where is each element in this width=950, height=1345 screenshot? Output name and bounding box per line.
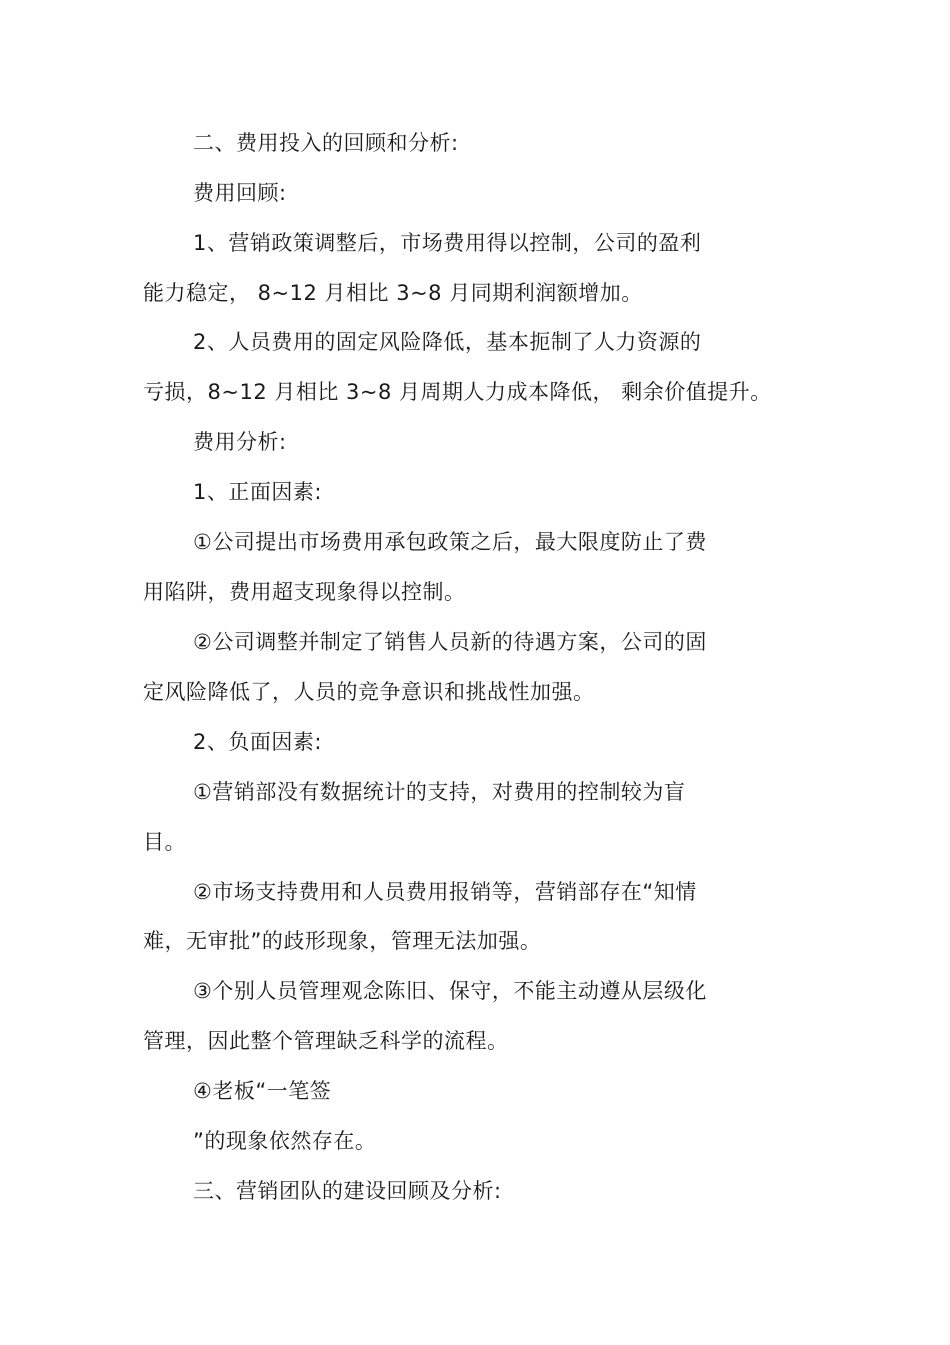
paragraph-line: 亏损，8~12 月相比 3~8 月周期人力成本降低， 剩余价值提升。 xyxy=(143,380,772,404)
subheading-positive-factors: 1、正面因素: xyxy=(193,480,322,504)
paragraph-line: ②市场支持费用和人员费用报销等，营销部存在“知情 xyxy=(193,880,697,904)
paragraph-line: ”的现象依然存在。 xyxy=(193,1129,377,1153)
paragraph-line: 1、营销政策调整后，市场费用得以控制，公司的盈利 xyxy=(193,231,702,255)
paragraph-line: 2、人员费用的固定风险降低，基本扼制了人力资源的 xyxy=(193,330,702,354)
paragraph-line: ④老板“一笔签 xyxy=(193,1079,332,1103)
paragraph-line: ①公司提出市场费用承包政策之后，最大限度防止了费 xyxy=(193,530,707,554)
paragraph-line: 用陷阱，费用超支现象得以控制。 xyxy=(143,580,466,604)
paragraph-line: ②公司调整并制定了销售人员新的待遇方案，公司的固 xyxy=(193,630,707,654)
paragraph-line: 目。 xyxy=(143,830,186,854)
subheading-expense-analysis: 费用分析: xyxy=(193,430,287,454)
paragraph-line: ③个别人员管理观念陈旧、保守，不能主动遵从层级化 xyxy=(193,979,707,1003)
subheading-negative-factors: 2、负面因素: xyxy=(193,730,322,754)
section-heading-expense-review: 二、费用投入的回顾和分析: xyxy=(193,131,459,155)
paragraph-line: 难，无审批”的歧形现象，管理无法加强。 xyxy=(143,929,542,953)
paragraph-line: 能力稳定， 8~12 月相比 3~8 月同期利润额增加。 xyxy=(143,281,643,305)
paragraph-line: ①营销部没有数据统计的支持，对费用的控制较为盲 xyxy=(193,780,686,804)
paragraph-line: 管理，因此整个管理缺乏科学的流程。 xyxy=(143,1029,509,1053)
subheading-expense-review: 费用回顾: xyxy=(193,181,287,205)
section-heading-team-review: 三、营销团队的建设回顾及分析: xyxy=(193,1179,502,1203)
paragraph-line: 定风险降低了，人员的竞争意识和挑战性加强。 xyxy=(143,680,595,704)
